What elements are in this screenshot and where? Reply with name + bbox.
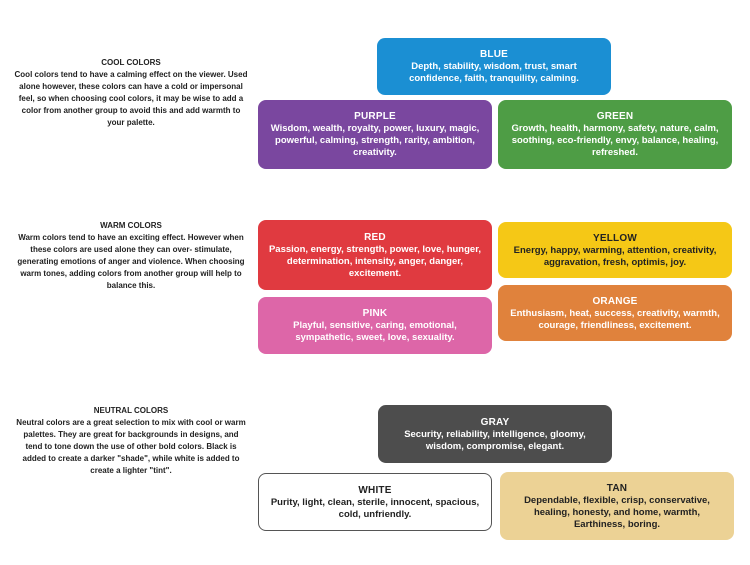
- gray-card-title: GRAY: [480, 416, 510, 428]
- yellow-card: [498, 222, 732, 278]
- pink-card: [258, 297, 492, 354]
- neutral-colors-section: [14, 405, 248, 477]
- purple-card-title: PURPLE: [354, 111, 396, 122]
- neutral-colors-text: Neutral colors are a great selection to mix with cool or warm palettes. They are great for backgrounds in designs, and tend to tone down the use of other bold colors. Black is added to create a darker "shade", while white is added to create a lighter "tint".: [16, 418, 246, 475]
- tan-card: [500, 472, 734, 540]
- pink-card-title: PINK: [362, 308, 388, 319]
- yellow-card-title: YELLOW: [593, 232, 637, 244]
- gray-card: [378, 405, 612, 463]
- purple-card-description: Wisdom, wealth, royalty, power, luxury, magic, powerful, calming, strength, rarity, ambition, creativity.: [270, 123, 480, 158]
- red-card: [258, 220, 492, 290]
- tan-card-title: TAN: [606, 482, 628, 494]
- green-card-description: Growth, health, harmony, safety, nature, calm, soothing, eco-friendly, envy, balance, healing, refreshed.: [511, 123, 719, 158]
- warm-colors-heading: WARM COLORS: [100, 221, 162, 230]
- red-card-description: Passion, energy, strength, power, love, hunger, determination, intensity, anger, danger, excitement.: [268, 243, 482, 279]
- tan-card-description: Dependable, flexible, crisp, conservative, healing, honesty, and home, warmth, Earthiness, boring.: [524, 494, 710, 530]
- pink-card-description: Playful, sensitive, caring, emotional, sympathetic, sweet, love, sexuality.: [293, 320, 457, 343]
- green-card-title: GREEN: [596, 111, 634, 122]
- yellow-card-description: Energy, happy, warming, attention, creativity, aggravation, fresh, optimis, joy.: [513, 244, 717, 268]
- gray-card-description: Security, reliability, intelligence, gloomy, wisdom, compromise, elegant.: [404, 428, 586, 452]
- blue-card-title: BLUE: [479, 49, 509, 60]
- orange-card: [498, 285, 732, 341]
- green-card: [498, 100, 732, 169]
- warm-colors-text: Warm colors tend to have an exciting effect. However when these colors are used alone they can over- stimulate, generating emotions of anger and violence. When choosing warm tones, adding colors from another group will help to balance this.: [17, 233, 245, 290]
- neutral-colors-heading: NEUTRAL COLORS: [93, 406, 169, 415]
- purple-card: [258, 100, 492, 169]
- blue-card: [377, 38, 611, 95]
- white-card-description: Purity, light, clean, sterile, innocent, spacious, cold, unfriendly.: [270, 496, 480, 520]
- cool-colors-text: Cool colors tend to have a calming effect on the viewer. Used alone however, these colors can have a cold or impersonal feel, so when choosing cool colors, it may be wise to add a color from another group to avoid this and add warmth to your palette.: [14, 70, 248, 127]
- orange-card-description: Enthusiasm, heat, success, creativity, warmth, courage, friendliness, excitement.: [510, 307, 720, 331]
- blue-card-description: Depth, stability, wisdom, trust, smart confidence, faith, tranquility, calming.: [409, 61, 579, 84]
- white-card: [258, 473, 492, 531]
- cool-colors-heading: COOL COLORS: [101, 58, 161, 67]
- white-card-title: WHITE: [358, 484, 392, 496]
- red-card-title: RED: [364, 231, 386, 243]
- orange-card-title: ORANGE: [592, 295, 638, 307]
- warm-colors-section: [14, 220, 248, 292]
- cool-colors-section: [14, 57, 248, 129]
